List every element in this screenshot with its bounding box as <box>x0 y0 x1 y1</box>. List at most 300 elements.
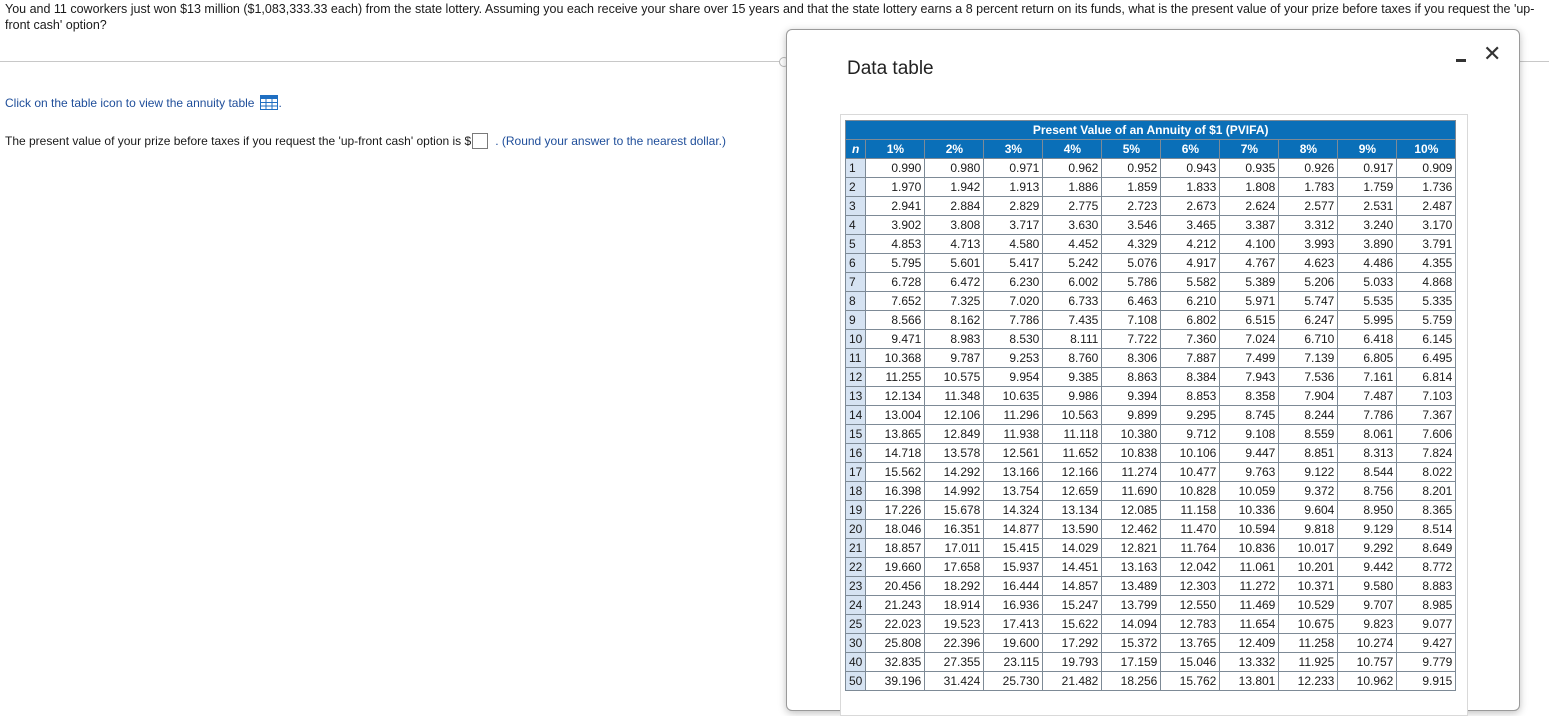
factor-cell: 13.134 <box>1043 501 1102 520</box>
factor-cell: 3.717 <box>984 216 1043 235</box>
factor-cell: 15.762 <box>1161 672 1220 691</box>
factor-cell: 6.515 <box>1220 311 1279 330</box>
factor-cell: 14.451 <box>1043 558 1102 577</box>
answer-line <box>5 133 726 149</box>
table-row <box>846 235 1456 254</box>
factor-cell: 9.986 <box>1043 387 1102 406</box>
factor-cell: 12.783 <box>1161 615 1220 634</box>
rate-header-row <box>846 140 1456 159</box>
factor-cell: 12.303 <box>1161 577 1220 596</box>
n-column-header: n <box>846 140 866 159</box>
factor-cell: 13.004 <box>866 406 925 425</box>
table-row <box>846 178 1456 197</box>
factor-cell: 9.707 <box>1338 596 1397 615</box>
table-row <box>846 273 1456 292</box>
factor-cell: 10.059 <box>1220 482 1279 501</box>
factor-cell: 11.925 <box>1279 653 1338 672</box>
factor-cell: 6.210 <box>1161 292 1220 311</box>
factor-cell: 0.917 <box>1338 159 1397 178</box>
factor-cell: 15.247 <box>1043 596 1102 615</box>
factor-cell: 12.166 <box>1043 463 1102 482</box>
factor-cell: 1.859 <box>1102 178 1161 197</box>
factor-cell: 8.566 <box>866 311 925 330</box>
rate-header: 3% <box>984 140 1043 159</box>
factor-cell: 7.024 <box>1220 330 1279 349</box>
period-cell: 19 <box>846 501 866 520</box>
factor-cell: 12.821 <box>1102 539 1161 558</box>
factor-cell: 4.868 <box>1397 273 1456 292</box>
factor-cell: 15.372 <box>1102 634 1161 653</box>
factor-cell: 1.970 <box>866 178 925 197</box>
table-row <box>846 292 1456 311</box>
factor-cell: 8.853 <box>1161 387 1220 406</box>
factor-cell: 5.747 <box>1279 292 1338 311</box>
table-row <box>846 349 1456 368</box>
factor-cell: 17.226 <box>866 501 925 520</box>
divider <box>0 61 786 62</box>
minimize-icon[interactable] <box>1456 59 1466 62</box>
rate-header: 8% <box>1279 140 1338 159</box>
dialog-title: Data table <box>847 58 934 79</box>
factor-cell: 17.658 <box>925 558 984 577</box>
factor-cell: 8.983 <box>925 330 984 349</box>
factor-cell: 5.971 <box>1220 292 1279 311</box>
factor-cell: 10.201 <box>1279 558 1338 577</box>
factor-cell: 9.122 <box>1279 463 1338 482</box>
factor-cell: 6.710 <box>1279 330 1338 349</box>
factor-cell: 4.486 <box>1338 254 1397 273</box>
period-cell: 16 <box>846 444 866 463</box>
factor-cell: 9.442 <box>1338 558 1397 577</box>
factor-cell: 9.394 <box>1102 387 1161 406</box>
factor-cell: 13.578 <box>925 444 984 463</box>
factor-cell: 15.046 <box>1161 653 1220 672</box>
factor-cell: 0.971 <box>984 159 1043 178</box>
factor-cell: 12.134 <box>866 387 925 406</box>
factor-cell: 10.563 <box>1043 406 1102 425</box>
factor-cell: 0.935 <box>1220 159 1279 178</box>
table-row <box>846 387 1456 406</box>
period-cell: 15 <box>846 425 866 444</box>
factor-cell: 5.417 <box>984 254 1043 273</box>
divider-right <box>1518 61 1549 62</box>
period-cell: 14 <box>846 406 866 425</box>
factor-cell: 9.712 <box>1161 425 1220 444</box>
table-row <box>846 482 1456 501</box>
table-icon[interactable] <box>260 95 278 110</box>
factor-cell: 6.495 <box>1397 349 1456 368</box>
table-row <box>846 558 1456 577</box>
factor-cell: 17.159 <box>1102 653 1161 672</box>
factor-cell: 2.884 <box>925 197 984 216</box>
answer-prefix: The present value of your prize before taxes if you request the 'up-front cash' option is $ <box>5 134 472 148</box>
period-cell: 17 <box>846 463 866 482</box>
factor-cell: 5.242 <box>1043 254 1102 273</box>
factor-cell: 5.206 <box>1279 273 1338 292</box>
factor-cell: 9.779 <box>1397 653 1456 672</box>
factor-cell: 7.139 <box>1279 349 1338 368</box>
instruction-text: Click on the table icon to view the annuity table <box>5 95 255 110</box>
period-cell: 25 <box>846 615 866 634</box>
factor-cell: 1.833 <box>1161 178 1220 197</box>
period-cell: 6 <box>846 254 866 273</box>
factor-cell: 8.514 <box>1397 520 1456 539</box>
rate-header: 10% <box>1397 140 1456 159</box>
factor-cell: 6.733 <box>1043 292 1102 311</box>
factor-cell: 12.106 <box>925 406 984 425</box>
table-row <box>846 463 1456 482</box>
period-cell: 23 <box>846 577 866 596</box>
factor-cell: 10.594 <box>1220 520 1279 539</box>
factor-cell: 10.962 <box>1338 672 1397 691</box>
factor-cell: 1.759 <box>1338 178 1397 197</box>
factor-cell: 6.814 <box>1397 368 1456 387</box>
factor-cell: 13.765 <box>1161 634 1220 653</box>
rate-header: 9% <box>1338 140 1397 159</box>
period-cell: 2 <box>846 178 866 197</box>
factor-cell: 2.624 <box>1220 197 1279 216</box>
factor-cell: 8.306 <box>1102 349 1161 368</box>
factor-cell: 8.745 <box>1220 406 1279 425</box>
factor-cell: 10.106 <box>1161 444 1220 463</box>
factor-cell: 22.396 <box>925 634 984 653</box>
rate-header: 7% <box>1220 140 1279 159</box>
factor-cell: 2.487 <box>1397 197 1456 216</box>
factor-cell: 19.793 <box>1043 653 1102 672</box>
factor-cell: 10.836 <box>1220 539 1279 558</box>
factor-cell: 11.158 <box>1161 501 1220 520</box>
factor-cell: 10.575 <box>925 368 984 387</box>
factor-cell: 4.580 <box>984 235 1043 254</box>
period-cell: 12 <box>846 368 866 387</box>
factor-cell: 17.292 <box>1043 634 1102 653</box>
factor-cell: 9.129 <box>1338 520 1397 539</box>
pvifa-table <box>845 120 1456 691</box>
factor-cell: 9.915 <box>1397 672 1456 691</box>
factor-cell: 13.163 <box>1102 558 1161 577</box>
table-row <box>846 330 1456 349</box>
factor-cell: 8.201 <box>1397 482 1456 501</box>
factor-cell: 31.424 <box>925 672 984 691</box>
factor-cell: 17.413 <box>984 615 1043 634</box>
factor-cell: 11.348 <box>925 387 984 406</box>
period-cell: 21 <box>846 539 866 558</box>
period-cell: 18 <box>846 482 866 501</box>
factor-cell: 14.718 <box>866 444 925 463</box>
table-row <box>846 406 1456 425</box>
question-text: You and 11 coworkers just won $13 million ($1,083,333.33 each) from the state lottery. Assuming you each receive your share over 15 years and that the state lottery earns a 8 percent return on its funds, what is the present value of your prize before taxes if you request the 'up-front cash' option? <box>5 2 1535 32</box>
factor-cell: 32.835 <box>866 653 925 672</box>
factor-cell: 20.456 <box>866 577 925 596</box>
factor-cell: 1.942 <box>925 178 984 197</box>
factor-cell: 7.367 <box>1397 406 1456 425</box>
factor-cell: 16.398 <box>866 482 925 501</box>
factor-cell: 0.990 <box>866 159 925 178</box>
factor-cell: 8.772 <box>1397 558 1456 577</box>
factor-cell: 1.783 <box>1279 178 1338 197</box>
factor-cell: 10.017 <box>1279 539 1338 558</box>
factor-cell: 3.890 <box>1338 235 1397 254</box>
factor-cell: 8.883 <box>1397 577 1456 596</box>
factor-cell: 3.902 <box>866 216 925 235</box>
period-cell: 7 <box>846 273 866 292</box>
factor-cell: 16.351 <box>925 520 984 539</box>
factor-cell: 27.355 <box>925 653 984 672</box>
instruction-line <box>5 95 282 110</box>
factor-cell: 19.600 <box>984 634 1043 653</box>
factor-cell: 22.023 <box>866 615 925 634</box>
rate-header: 6% <box>1161 140 1220 159</box>
factor-cell: 8.544 <box>1338 463 1397 482</box>
factor-cell: 25.808 <box>866 634 925 653</box>
factor-cell: 14.324 <box>984 501 1043 520</box>
factor-cell: 0.909 <box>1397 159 1456 178</box>
factor-cell: 2.723 <box>1102 197 1161 216</box>
factor-cell: 13.332 <box>1220 653 1279 672</box>
table-row <box>846 615 1456 634</box>
factor-cell: 5.759 <box>1397 311 1456 330</box>
factor-cell: 1.736 <box>1397 178 1456 197</box>
period-cell: 1 <box>846 159 866 178</box>
factor-cell: 8.022 <box>1397 463 1456 482</box>
factor-cell: 9.580 <box>1338 577 1397 596</box>
factor-cell: 14.877 <box>984 520 1043 539</box>
factor-cell: 5.335 <box>1397 292 1456 311</box>
factor-cell: 0.926 <box>1279 159 1338 178</box>
factor-cell: 10.368 <box>866 349 925 368</box>
factor-cell: 5.389 <box>1220 273 1279 292</box>
factor-cell: 5.601 <box>925 254 984 273</box>
period-cell: 11 <box>846 349 866 368</box>
table-caption: Present Value of an Annuity of $1 (PVIFA) <box>846 121 1456 140</box>
table-row <box>846 368 1456 387</box>
factor-cell: 8.950 <box>1338 501 1397 520</box>
factor-cell: 13.489 <box>1102 577 1161 596</box>
factor-cell: 13.801 <box>1220 672 1279 691</box>
factor-cell: 1.808 <box>1220 178 1279 197</box>
period-cell: 13 <box>846 387 866 406</box>
period-cell: 24 <box>846 596 866 615</box>
factor-cell: 15.562 <box>866 463 925 482</box>
factor-cell: 10.675 <box>1279 615 1338 634</box>
factor-cell: 15.937 <box>984 558 1043 577</box>
factor-cell: 11.654 <box>1220 615 1279 634</box>
factor-cell: 9.823 <box>1338 615 1397 634</box>
factor-cell: 0.980 <box>925 159 984 178</box>
table-row <box>846 197 1456 216</box>
factor-cell: 10.371 <box>1279 577 1338 596</box>
factor-cell: 2.673 <box>1161 197 1220 216</box>
factor-cell: 9.899 <box>1102 406 1161 425</box>
factor-cell: 10.757 <box>1338 653 1397 672</box>
factor-cell: 8.111 <box>1043 330 1102 349</box>
factor-cell: 10.274 <box>1338 634 1397 653</box>
table-row <box>846 254 1456 273</box>
factor-cell: 4.767 <box>1220 254 1279 273</box>
factor-cell: 4.355 <box>1397 254 1456 273</box>
factor-cell: 8.358 <box>1220 387 1279 406</box>
factor-cell: 7.824 <box>1397 444 1456 463</box>
factor-cell: 7.487 <box>1338 387 1397 406</box>
factor-cell: 13.799 <box>1102 596 1161 615</box>
factor-cell: 10.336 <box>1220 501 1279 520</box>
table-row <box>846 444 1456 463</box>
factor-cell: 2.941 <box>866 197 925 216</box>
period-cell: 20 <box>846 520 866 539</box>
factor-cell: 8.760 <box>1043 349 1102 368</box>
factor-cell: 18.914 <box>925 596 984 615</box>
factor-cell: 9.077 <box>1397 615 1456 634</box>
answer-input[interactable] <box>472 133 488 149</box>
factor-cell: 12.085 <box>1102 501 1161 520</box>
factor-cell: 6.472 <box>925 273 984 292</box>
factor-cell: 13.590 <box>1043 520 1102 539</box>
factor-cell: 11.258 <box>1279 634 1338 653</box>
factor-cell: 4.100 <box>1220 235 1279 254</box>
factor-cell: 5.795 <box>866 254 925 273</box>
period-cell: 10 <box>846 330 866 349</box>
factor-cell: 11.296 <box>984 406 1043 425</box>
factor-cell: 11.470 <box>1161 520 1220 539</box>
factor-cell: 6.230 <box>984 273 1043 292</box>
factor-cell: 15.415 <box>984 539 1043 558</box>
factor-cell: 11.469 <box>1220 596 1279 615</box>
factor-cell: 9.447 <box>1220 444 1279 463</box>
table-row <box>846 501 1456 520</box>
factor-cell: 3.808 <box>925 216 984 235</box>
factor-cell: 8.649 <box>1397 539 1456 558</box>
factor-cell: 8.365 <box>1397 501 1456 520</box>
rate-header: 1% <box>866 140 925 159</box>
factor-cell: 7.108 <box>1102 311 1161 330</box>
factor-cell: 13.166 <box>984 463 1043 482</box>
factor-cell: 16.936 <box>984 596 1043 615</box>
factor-cell: 9.954 <box>984 368 1043 387</box>
factor-cell: 5.995 <box>1338 311 1397 330</box>
table-row <box>846 520 1456 539</box>
factor-cell: 14.029 <box>1043 539 1102 558</box>
factor-cell: 10.529 <box>1279 596 1338 615</box>
factor-cell: 11.274 <box>1102 463 1161 482</box>
factor-cell: 7.606 <box>1397 425 1456 444</box>
factor-cell: 12.462 <box>1102 520 1161 539</box>
factor-cell: 9.295 <box>1161 406 1220 425</box>
answer-hint: . (Round your answer to the nearest dollar.) <box>495 134 726 148</box>
factor-cell: 10.477 <box>1161 463 1220 482</box>
factor-cell: 18.292 <box>925 577 984 596</box>
factor-cell: 15.622 <box>1043 615 1102 634</box>
table-row <box>846 216 1456 235</box>
factor-cell: 10.828 <box>1161 482 1220 501</box>
factor-cell: 11.652 <box>1043 444 1102 463</box>
factor-cell: 7.652 <box>866 292 925 311</box>
factor-cell: 8.244 <box>1279 406 1338 425</box>
factor-cell: 9.787 <box>925 349 984 368</box>
factor-cell: 3.465 <box>1161 216 1220 235</box>
factor-cell: 8.313 <box>1338 444 1397 463</box>
factor-cell: 12.550 <box>1161 596 1220 615</box>
factor-cell: 14.992 <box>925 482 984 501</box>
factor-cell: 13.754 <box>984 482 1043 501</box>
factor-cell: 4.853 <box>866 235 925 254</box>
factor-cell: 3.546 <box>1102 216 1161 235</box>
factor-cell: 10.380 <box>1102 425 1161 444</box>
period-cell: 9 <box>846 311 866 330</box>
rate-header: 2% <box>925 140 984 159</box>
factor-cell: 6.802 <box>1161 311 1220 330</box>
factor-cell: 1.913 <box>984 178 1043 197</box>
factor-cell: 5.786 <box>1102 273 1161 292</box>
factor-cell: 11.272 <box>1220 577 1279 596</box>
factor-cell: 12.233 <box>1279 672 1338 691</box>
table-row <box>846 672 1456 691</box>
factor-cell: 14.094 <box>1102 615 1161 634</box>
factor-cell: 10.838 <box>1102 444 1161 463</box>
table-container <box>840 114 1468 716</box>
factor-cell: 2.531 <box>1338 197 1397 216</box>
table-row <box>846 159 1456 178</box>
table-row <box>846 596 1456 615</box>
factor-cell: 8.559 <box>1279 425 1338 444</box>
rate-header: 4% <box>1043 140 1102 159</box>
factor-cell: 3.993 <box>1279 235 1338 254</box>
factor-cell: 13.865 <box>866 425 925 444</box>
factor-cell: 6.805 <box>1338 349 1397 368</box>
factor-cell: 6.463 <box>1102 292 1161 311</box>
factor-cell: 3.240 <box>1338 216 1397 235</box>
factor-cell: 2.775 <box>1043 197 1102 216</box>
factor-cell: 21.243 <box>866 596 925 615</box>
factor-cell: 9.372 <box>1279 482 1338 501</box>
period-cell: 8 <box>846 292 866 311</box>
factor-cell: 6.145 <box>1397 330 1456 349</box>
factor-cell: 4.713 <box>925 235 984 254</box>
table-row <box>846 425 1456 444</box>
factor-cell: 7.786 <box>984 311 1043 330</box>
factor-cell: 7.161 <box>1338 368 1397 387</box>
factor-cell: 3.387 <box>1220 216 1279 235</box>
period-cell: 5 <box>846 235 866 254</box>
factor-cell: 0.962 <box>1043 159 1102 178</box>
factor-cell: 10.635 <box>984 387 1043 406</box>
factor-cell: 12.409 <box>1220 634 1279 653</box>
table-body <box>846 159 1456 691</box>
factor-cell: 0.952 <box>1102 159 1161 178</box>
close-icon[interactable]: ✕ <box>1483 41 1502 66</box>
factor-cell: 19.660 <box>866 558 925 577</box>
factor-cell: 2.577 <box>1279 197 1338 216</box>
period-cell: 40 <box>846 653 866 672</box>
factor-cell: 18.046 <box>866 520 925 539</box>
factor-cell: 4.623 <box>1279 254 1338 273</box>
factor-cell: 9.292 <box>1338 539 1397 558</box>
factor-cell: 12.659 <box>1043 482 1102 501</box>
factor-cell: 6.247 <box>1279 311 1338 330</box>
factor-cell: 12.561 <box>984 444 1043 463</box>
factor-cell: 19.523 <box>925 615 984 634</box>
factor-cell: 8.863 <box>1102 368 1161 387</box>
factor-cell: 7.904 <box>1279 387 1338 406</box>
factor-cell: 7.722 <box>1102 330 1161 349</box>
period-cell: 50 <box>846 672 866 691</box>
factor-cell: 6.002 <box>1043 273 1102 292</box>
factor-cell: 15.678 <box>925 501 984 520</box>
factor-cell: 9.604 <box>1279 501 1338 520</box>
factor-cell: 3.630 <box>1043 216 1102 235</box>
factor-cell: 11.938 <box>984 425 1043 444</box>
factor-cell: 23.115 <box>984 653 1043 672</box>
period-cell: 4 <box>846 216 866 235</box>
